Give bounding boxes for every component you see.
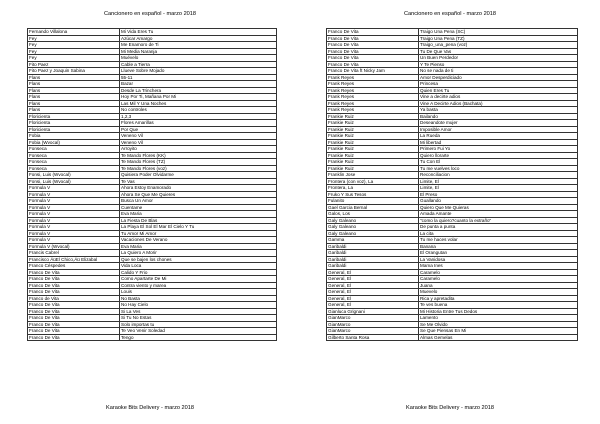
artist-cell: GianMarco xyxy=(327,315,419,322)
artist-cell: Frank Reyes xyxy=(327,74,419,81)
song-cell: Tu Amor Mi Amor xyxy=(120,230,277,237)
song-cell: Mi Historia Entre Tus Dedos xyxy=(419,308,578,315)
song-cell: La Rueda xyxy=(419,133,578,140)
song-cell: Ahora Se Que Me Quieres xyxy=(120,191,277,198)
song-cell: Busca Un Amor xyxy=(120,198,277,205)
artist-cell: GianMarco xyxy=(327,321,419,328)
artist-cell: Franco De Vita xyxy=(28,302,120,309)
song-cell: Princesa xyxy=(419,81,578,88)
song-cell: Te Mando Flores (TZ) xyxy=(120,159,277,166)
song-cell: Calido Y Frio xyxy=(120,269,277,276)
song-cell: La Vanidosa xyxy=(419,256,578,263)
artist-cell: Fonseca xyxy=(28,159,120,166)
artist-cell: Fruko Y Sus Tesos xyxy=(327,191,419,198)
artist-cell: Floricienta xyxy=(28,113,120,120)
artist-cell: Frankie Ruiz xyxy=(327,146,419,153)
song-cell: 55-11 xyxy=(120,74,277,81)
song-cell: Traigo_una_pena (voz) xyxy=(419,42,578,49)
song-cell: Mama Ines xyxy=(419,263,578,270)
artist-cell: Frankie Ruiz xyxy=(327,152,419,159)
song-cell: Quien Eres Tu xyxy=(419,87,578,94)
artist-cell: Formula V xyxy=(28,237,120,244)
song-cell: Mi libertad xyxy=(419,139,578,146)
song-cell: Limite, El xyxy=(419,185,578,192)
artist-cell: General, El xyxy=(327,302,419,309)
song-cell: Y Te Pienso xyxy=(419,61,578,68)
artist-cell: Garibaldi xyxy=(327,243,419,250)
song-cell: Se Me Olvido xyxy=(419,321,578,328)
song-cell: La Playa El Sol El Mar El Cielo Y Tu xyxy=(120,224,277,231)
page-footer: Karaoke Bits Delivery - marzo 2018 xyxy=(406,405,494,411)
artist-cell: Franco Céspedes xyxy=(28,263,120,270)
artist-cell: Franco de Vita xyxy=(28,295,120,302)
artist-cell: Franco De Vita xyxy=(327,29,419,36)
song-cell: Quiero llorarte xyxy=(419,152,578,159)
artist-cell: Fito Paez y Joaquin Sabina xyxy=(28,68,120,75)
song-cell: Te ves buena xyxy=(419,302,578,309)
song-cell: Muevelo xyxy=(419,289,578,296)
artist-cell: Fito Paez xyxy=(28,61,120,68)
artist-cell: Flans xyxy=(28,87,120,94)
artist-cell: Flans xyxy=(28,100,120,107)
song-cell: Me Enamoro de Ti xyxy=(120,42,277,49)
artist-cell: Frank Reyes xyxy=(327,87,419,94)
artist-cell: Gianluca Grignani xyxy=(327,308,419,315)
song-cell: Quiero Que Me Quieras xyxy=(419,204,578,211)
song-cell: Veneno Vil xyxy=(120,133,277,140)
artist-cell: Flans xyxy=(28,107,120,114)
song-cell: Banana xyxy=(419,243,578,250)
song-cell: Ya basta xyxy=(419,107,578,114)
song-table xyxy=(326,28,578,341)
artist-cell: Franco De Vita xyxy=(28,289,120,296)
song-cell: Louis xyxy=(120,289,277,296)
song-cell: La Fiesta De Blas xyxy=(120,217,277,224)
song-cell: Almas Gemelas xyxy=(419,334,578,341)
song-cell: Vine A Decirte Adios (Bachata) xyxy=(419,100,578,107)
artist-cell: Formula V xyxy=(28,224,120,231)
artist-cell: Franklin Jose xyxy=(327,172,419,179)
song-cell: El Preso xyxy=(419,191,578,198)
page-header: Cancionero en español - marzo 2018 xyxy=(103,11,197,17)
song-cell: Juana xyxy=(419,282,578,289)
artist-cell: Frankie Ruiz xyxy=(327,120,419,127)
table-row xyxy=(327,334,578,341)
artist-cell: Frankie Ruiz xyxy=(327,159,419,166)
artist-cell: Fonseca xyxy=(28,152,120,159)
song-cell: Flores Amarillas xyxy=(120,120,277,127)
song-cell: Amor Desperdiciado xyxy=(419,74,578,81)
song-cell: Las Mil Y Una Noches xyxy=(120,100,277,107)
song-cell: Limite, El xyxy=(419,178,578,185)
artist-cell: Franco De Vita xyxy=(28,276,120,283)
artist-cell: Garibaldi xyxy=(327,250,419,257)
song-cell: Te Vas xyxy=(120,178,277,185)
artist-cell: Franco De Vita xyxy=(28,328,120,335)
artist-cell: Francisco ÁüEl Chico,Áü Elizabal xyxy=(28,256,120,263)
song-cell: Que se bajen los chones xyxy=(120,256,277,263)
artist-cell: Francis Cabrel xyxy=(28,250,120,257)
artist-cell: Frankie Ruiz xyxy=(327,165,419,172)
song-cell: Te Veo Venir Soledad xyxy=(120,328,277,335)
song-cell: Caramelo xyxy=(419,276,578,283)
song-cell: Eva Maria xyxy=(120,211,277,218)
song-cell: Muévelo xyxy=(120,55,277,62)
artist-cell: Frank Reyes xyxy=(327,94,419,101)
song-cell: La Quiero A Morir xyxy=(120,250,277,257)
artist-cell: Formula V xyxy=(28,185,120,192)
artist-cell: General, El xyxy=(327,289,419,296)
artist-cell: Frontera (con voz), La xyxy=(327,178,419,185)
song-cell: Eva Maria xyxy=(120,243,277,250)
artist-cell: Formula V xyxy=(28,191,120,198)
song-cell: Caramelo xyxy=(419,269,578,276)
artist-cell: Frank Reyes xyxy=(327,107,419,114)
song-cell: Tu Con El xyxy=(419,159,578,166)
artist-cell: Garibaldi xyxy=(327,263,419,270)
artist-cell: Franco De Vita xyxy=(28,315,120,322)
artist-cell: Fey xyxy=(28,35,120,42)
artist-cell: Galy Galeano xyxy=(327,224,419,231)
artist-cell: Gael Garcia Bernal xyxy=(327,204,419,211)
artist-cell: Fey xyxy=(28,42,120,49)
artist-cell: Fonseca xyxy=(28,165,120,172)
song-cell: Reconciliacion xyxy=(419,172,578,179)
song-table-body xyxy=(28,29,277,341)
artist-cell: Flans xyxy=(28,74,120,81)
artist-cell: Formula V xyxy=(28,217,120,224)
song-cell: No controles xyxy=(120,107,277,114)
artist-cell: Franco De Vita xyxy=(327,42,419,49)
artist-cell: Franco De Vita xyxy=(28,282,120,289)
artist-cell: Frankie Ruiz xyxy=(327,113,419,120)
artist-cell: Flans xyxy=(28,81,120,88)
artist-cell: Fonsi, Luis (Wvocal) xyxy=(28,172,120,179)
artist-cell: Fernando Villalona xyxy=(28,29,120,36)
song-cell: 1,2,3 xyxy=(120,113,277,120)
artist-cell: General, El xyxy=(327,282,419,289)
artist-cell: General, El xyxy=(327,276,419,283)
artist-cell: Fey xyxy=(28,48,120,55)
song-cell: Vida Loca xyxy=(120,263,277,270)
song-cell: Te Mando Flores (voz) xyxy=(120,165,277,172)
song-cell: Vacaciones De Verano xyxy=(120,237,277,244)
song-cell: "como la quiero?cuanto la extraño" xyxy=(419,217,578,224)
artist-cell: Frankie Ruiz xyxy=(327,139,419,146)
artist-cell: Fulanito xyxy=(327,198,419,205)
song-cell: Lamento xyxy=(419,315,578,322)
song-cell: Primero Fui Yo xyxy=(419,146,578,153)
artist-cell: Fey xyxy=(28,55,120,62)
artist-cell: Frankie Ruiz xyxy=(327,133,419,140)
song-cell: Traigo Una Pena (SC) xyxy=(419,29,578,36)
song-cell: Se Que Piensas En Mi xyxy=(419,328,578,335)
song-cell: Tu De Que Vas xyxy=(419,48,578,55)
artist-cell: Frankie Ruiz xyxy=(327,126,419,133)
artist-cell: Galy Galeano xyxy=(327,217,419,224)
artist-cell: Formula V xyxy=(28,204,120,211)
artist-cell: Floricienta xyxy=(28,126,120,133)
song-cell: Bailando xyxy=(419,113,578,120)
artist-cell: Franco De Vita xyxy=(28,269,120,276)
artist-cell: Flans xyxy=(28,94,120,101)
artist-cell: Fobia xyxy=(28,133,120,140)
song-cell: Un Buen Perdedor xyxy=(419,55,578,62)
page-footer: Karaoke Bits Delivery - marzo 2018 xyxy=(106,405,194,411)
artist-cell: Franco De Vita xyxy=(327,35,419,42)
artist-cell: Galy Galeano xyxy=(327,230,419,237)
song-cell: Llueve Sobre Mojado xyxy=(120,68,277,75)
artist-cell: Frank Reyes xyxy=(327,100,419,107)
artist-cell: Garibaldi xyxy=(327,256,419,263)
song-table xyxy=(27,28,277,341)
song-cell: Veneno Vil xyxy=(120,139,277,146)
artist-cell: Franco De Vita ft Nicky Jam xyxy=(327,68,419,75)
artist-cell: Fonsi, Luis (Wvocal) xyxy=(28,178,120,185)
artist-cell: Galos, Los xyxy=(327,211,419,218)
song-cell: De punta a punta xyxy=(419,224,578,231)
song-cell: Ahora Estoy Enamorado xyxy=(120,185,277,192)
song-cell: Cable a Tierra xyxy=(120,61,277,68)
song-cell: Azúcar Amargo xyxy=(120,35,277,42)
artist-cell: Fonseca xyxy=(28,146,120,153)
artist-cell: Gilberto Santa Rosa xyxy=(327,334,419,341)
page-right xyxy=(300,0,600,424)
song-cell: Cuentame xyxy=(120,204,277,211)
song-cell: Mi Media Naranja xyxy=(120,48,277,55)
song-cell: Imposible Amor xyxy=(419,126,578,133)
song-cell: Guallando xyxy=(419,198,578,205)
artist-cell: Formula V (Wvocal) xyxy=(28,243,120,250)
song-cell: La cita xyxy=(419,230,578,237)
song-cell: Si La Ves xyxy=(120,308,277,315)
artist-cell: Franco De Vita xyxy=(327,48,419,55)
artist-cell: Franco De Vita xyxy=(28,308,120,315)
artist-cell: Formula V xyxy=(28,198,120,205)
artist-cell: Gamma xyxy=(327,237,419,244)
song-cell: Hoy Por Ti, Mañana Por Mi xyxy=(120,94,277,101)
artist-cell: Franco De Vita xyxy=(327,61,419,68)
song-cell: Contra viento y marea xyxy=(120,282,277,289)
song-cell: Amada Amante xyxy=(419,211,578,218)
artist-cell: Formula V xyxy=(28,211,120,218)
song-cell: Por Que xyxy=(120,126,277,133)
song-cell: No se nada de ti xyxy=(419,68,578,75)
song-cell: Rica y apretadita xyxy=(419,295,578,302)
artist-cell: Formula V xyxy=(28,230,120,237)
artist-cell: General, El xyxy=(327,269,419,276)
song-cell: Solo importas tu xyxy=(120,321,277,328)
song-cell: Tu me haces volar xyxy=(419,237,578,244)
artist-cell: Frontera, La xyxy=(327,185,419,192)
page-header: Cancionero en español - marzo 2018 xyxy=(403,11,497,17)
song-cell: Mi Vida Eres Tu xyxy=(120,29,277,36)
song-cell: Si Tu No Estas xyxy=(120,315,277,322)
song-cell: Desde La Trinchera xyxy=(120,87,277,94)
artist-cell: GianMarco xyxy=(327,328,419,335)
table-row xyxy=(28,334,277,341)
artist-cell: Franco De Vita xyxy=(28,321,120,328)
song-cell: Vine a decirte adios xyxy=(419,94,578,101)
song-cell: No Hay Cielo xyxy=(120,302,277,309)
song-cell: Deseandote mujer xyxy=(419,120,578,127)
artist-cell: Floricienta xyxy=(28,120,120,127)
song-cell: Te Mando Flores (KK) xyxy=(120,152,277,159)
song-cell: Traigo Una Pena (TZ) xyxy=(419,35,578,42)
song-cell: No Basta xyxy=(120,295,277,302)
artist-cell: Fobia (Wvocal) xyxy=(28,139,120,146)
song-cell: Como Apartarte De Mi xyxy=(120,276,277,283)
song-cell: Tengo xyxy=(120,334,277,341)
artist-cell: Frank Reyes xyxy=(327,81,419,88)
artist-cell: Franco De Vita xyxy=(28,334,120,341)
song-cell: Quisiera Poder Olvidarme xyxy=(120,172,277,179)
artist-cell: General, El xyxy=(327,295,419,302)
song-cell: Tu me vuelves loco xyxy=(419,165,578,172)
song-cell: Bazar xyxy=(120,81,277,88)
song-cell: El Orangutan xyxy=(419,250,578,257)
artist-cell: Franco De Vita xyxy=(327,55,419,62)
song-table-body xyxy=(327,29,578,341)
song-cell: Arroyito xyxy=(120,146,277,153)
